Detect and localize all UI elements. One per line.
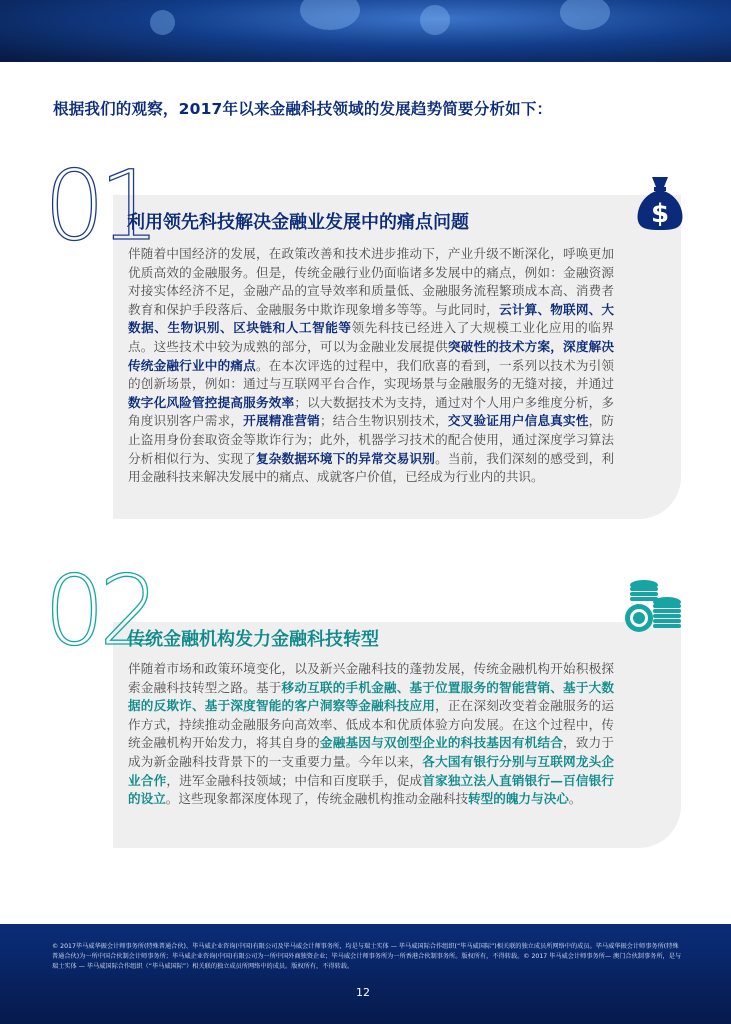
coin-stacks-icon (622, 578, 684, 640)
highlight-text: 移动互联的手机金融、基于位置服务的智能营销、基于大数据的反欺诈、基于深度智能的客户洞察等金融科技应用 (128, 679, 615, 714)
body-text-run: 。这些现象都深度体现了，传统金融机构推动金融科技 (165, 791, 469, 807)
section-title: 传统金融机构发力金融科技转型 (127, 629, 379, 650)
body-text-run: ，正在深刻改变着金融服务的运作方式，持续推动金融服务向高效率、低成本和优质体验方向发展。在这个过程中，传统金融机构开始发力，将其自身的 (128, 698, 615, 751)
highlight-text: 交叉验证用户信息真实性 (447, 413, 589, 429)
highlight-text: 首家独立法人直销银行—百信银行的设立 (128, 772, 615, 807)
section-number: 02 (44, 555, 155, 667)
body-text-run: 伴随着市场和政策环境变化，以及新兴金融科技的蓬勃发展，传统金融机构开始积极探索金融科技转型之路。基于 (128, 661, 614, 695)
body-text-run: 。当前，我们深刻的感受到，利用金融科技来解决发展中的痛点、成就客户价值，已经成为行业内的共识。 (128, 450, 615, 485)
money-bag-icon (634, 173, 686, 235)
section-number: 01 (44, 150, 155, 262)
header-banner-image (0, 0, 731, 62)
page-number: 12 (356, 986, 370, 999)
body-text-run: 领先科技已经进入了大规模工业化应用的临界点。这些技术中较为成熟的部分，可以为金融业发展提供 (128, 320, 615, 354)
body-text-run: 。 (568, 791, 582, 807)
highlight-text: 转型的魄力与决心 (468, 791, 569, 807)
highlight-text: 云计算、物联网、大数据、生物识别、区块链和人工智能等 (128, 301, 615, 336)
body-text-run: 伴随着中国经济的发展，在政策改善和技术进步推动下，产业升级不断深化，呼唤更加优质高效的金融服务。但是，传统金融行业仍面临诸多发展中的痛点，例如：金融资源对接实体经济不足，金融产品的宣导效率和质量低、金融服务流程繁琐成本高、消费者教育和保护手段落后、金融服务中欺诈现象增多等等。与此同时， (128, 246, 614, 317)
body-text-run: 。在本次评选的过程中，我们欣喜的看到，一系列以技术为引领的创新场景，例如：通过与互联网平台合作，实现场景与金融服务的无缝对接，并通过 (128, 357, 615, 392)
body-text-run: ；以大数据技术为支持，通过对个人用户多维度分析，多角度识别客户需求， (128, 394, 615, 429)
footer-legal-text: © 2017毕马威华振会计师事务所(特殊普通合伙)、毕马威企业咨询(中国)有限公司及毕马威会计师事务所，均是与瑞士实体 — 毕马威国际合作组织(“毕马威国际”)相关联的独立成员所网络中的成员。毕马威华振会计师事务所(特殊普通合伙)为一所中国合伙制会计师事务所；毕马威企业咨询(中国)有限公司为一所中国外商独资企业；毕马威会计师事务所为一所香港合伙制事务所。版权所有，不得转载。© 2017 毕马威会计师事务所— 澳门合伙制事务所，是与瑞士实体 — 毕马威国际合作组织（“毕马威国际”）相关联的独立成员所网络中的成员。版权所有，不得转载。 (52, 943, 682, 970)
body-text-run: ，进军金融科技领域；中信和百度联手，促成 (166, 772, 423, 788)
svg-text:$: $ (650, 199, 670, 229)
highlight-text: 开展精准营销 (243, 413, 320, 429)
highlight-text: 数字化风险管控提高服务效率 (128, 394, 295, 410)
highlight-text: 突破性的技术方案，深度解决传统金融行业中的痛点 (128, 338, 615, 373)
section-title: 利用领先科技解决金融业发展中的痛点问题 (127, 212, 469, 233)
body-text-run: ，防止盗用身份套取资金等欺诈行为；此外，机器学习技术的配合使用，通过深度学习算法分析相似行为、实现了 (128, 413, 615, 466)
body-text-run: ；结合生物识别技术， (319, 413, 448, 429)
section-body (128, 245, 614, 487)
highlight-text: 各大国有银行分别与互联网龙头企业合作 (128, 753, 615, 788)
body-text-run: ，致力于成为新金融科技背景下的一支重要力量。今年以来， (128, 735, 615, 769)
intro-heading: 根据我们的观察，2017年以来金融科技领域的发展趋势简要分析如下： (53, 100, 553, 118)
highlight-text: 复杂数据环境下的异常交易识别 (255, 450, 436, 466)
highlight-text: 金融基因与双创型企业的科技基因有机结合 (319, 735, 564, 751)
footer-banner (0, 924, 731, 1024)
section-body (128, 660, 614, 809)
